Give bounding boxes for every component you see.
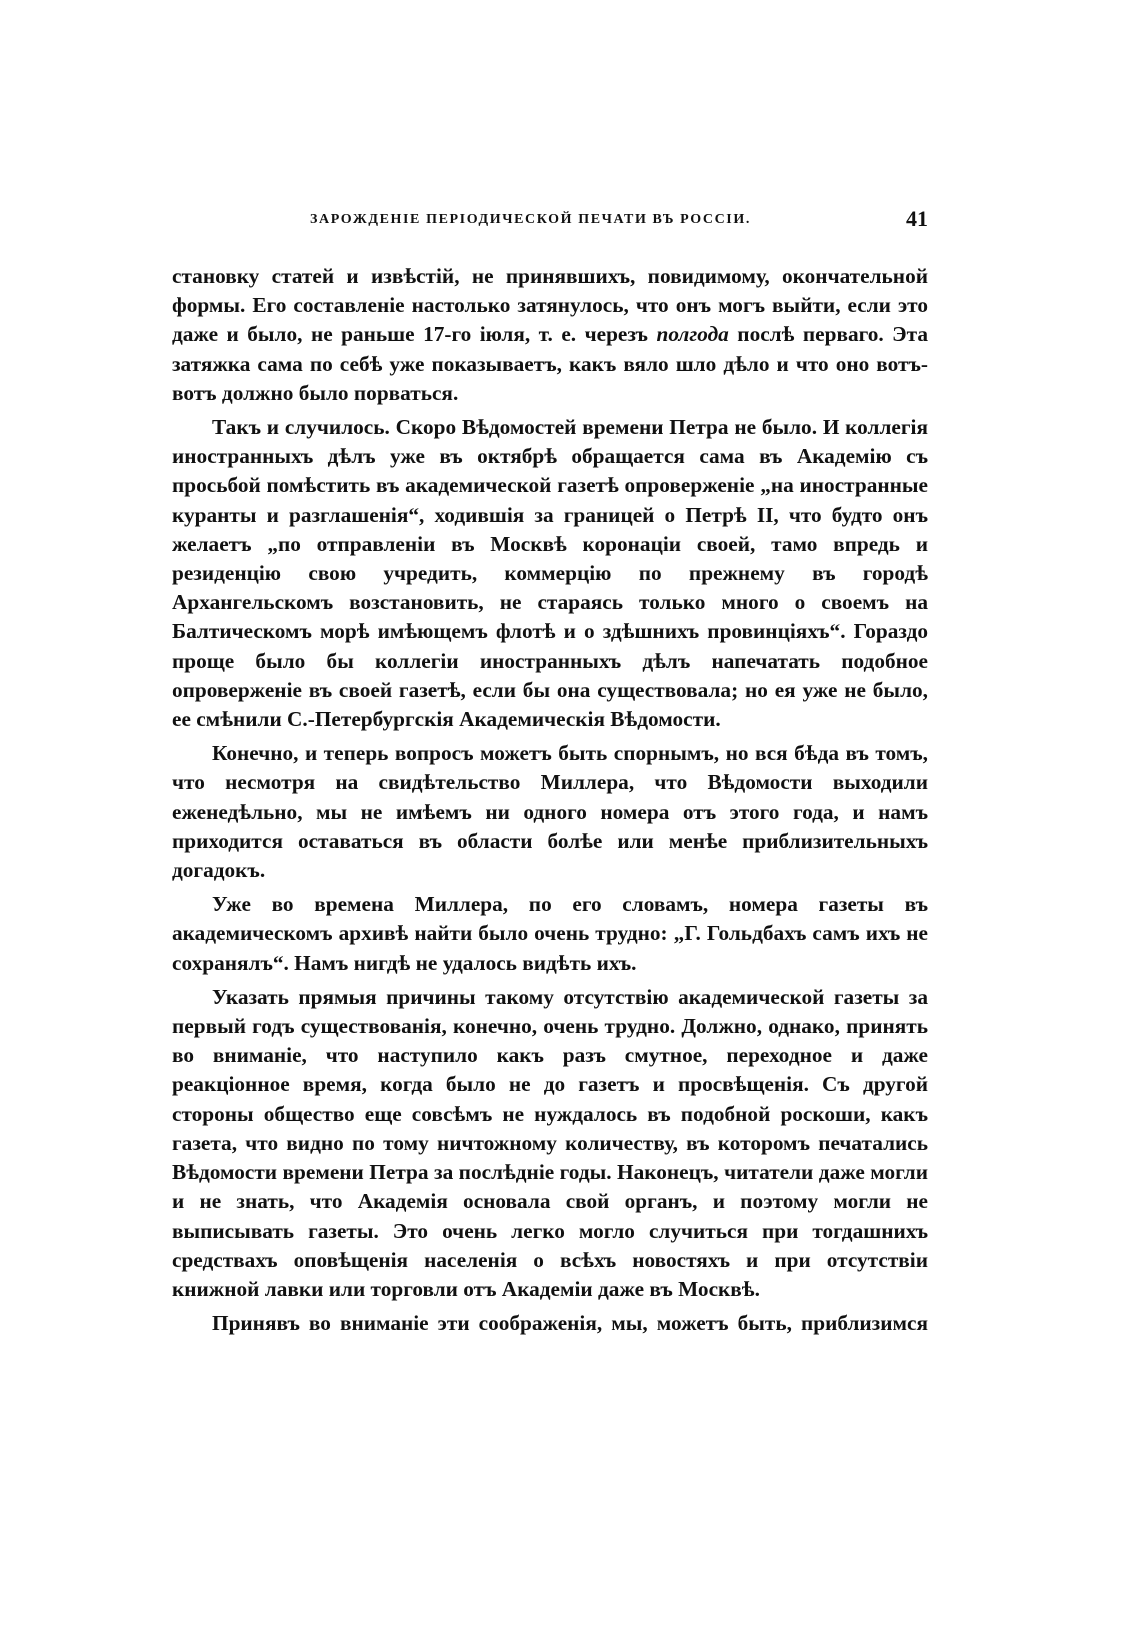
paragraph-continued [172,262,928,408]
paragraph-continues-next-page: Принявъ во вниманіе эти соображенія, мы, можетъ быть, приблизимся [212,1311,928,1336]
emphasized-word: полгода [656,322,729,347]
paragraph-text: становку статей и извѣстій, не принявшихъ, повидимому, окончательной формы. Его составленіе настолько затянулось, что онъ могъ выйти, если это даже и было, не раньше 17-го іюля, т. е. черезъ [172,264,928,347]
page-header [172,206,928,240]
paragraph: Конечно, и теперь вопросъ можетъ быть спорнымъ, но вся бѣда въ томъ, что несмотря на свидѣтельство Миллера, что Вѣдомости выходили еженедѣльно, мы не имѣемъ ни одного номера отъ этого года, и намъ приходится оставаться въ области болѣе или менѣе приблизительныхъ догадокъ. [172,741,928,883]
paragraph: Уже во времена Миллера, по его словамъ, номера газеты въ академическомъ архивѣ найти было очень трудно: „Г. Гольдбахъ самъ ихъ не сохранялъ“. Намъ нигдѣ не удалось видѣть ихъ. [172,892,928,975]
paragraph-text: послѣ перваго. Эта затяжка сама по себѣ уже показываетъ, какъ вяло шло дѣло и что оно вотъ-вотъ должно было порваться. [172,322,928,405]
paragraph: Такъ и случилось. Скоро Вѣдомостей времени Петра не было. И коллегія иностранныхъ дѣлъ уже въ октябрѣ обращается сама въ Академію съ просьбой помѣстить въ академической газетѣ опроверженіе „на иностранные куранты и разглашенія“, ходившія за границей о Петрѣ II, что будто онъ желаетъ „по отправленіи въ Москвѣ коронаціи своей, тамо впредь и резиденцію свою учредить, коммерцію по прежнему въ городѣ Архангельскомъ возстановить, не стараясь только много о своемъ на Балтическомъ морѣ имѣющемъ флотѣ и о здѣшнихъ провинціяхъ“. Гораздо проще было бы коллегіи иностранныхъ дѣлъ напечатать подобное опроверженіе въ своей газетѣ, если бы она существовала; но ея уже не было, ее смѣнили С.-Петербургскія Академическія Вѣдомости. [172,415,928,732]
page-number: 41 [906,206,928,231]
paragraph: Указать прямыя причины такому отсутствію академической газеты за первый годъ существованія, конечно, очень трудно. Должно, однако, принять во вниманіе, что наступило какъ разъ смутное, переходное и даже реакціонное время, когда было не до газетъ и просвѣщенія. Съ другой стороны общество еще совсѣмъ не нуждалось въ подобной роскоши, какъ газета, что видно по тому ничтожному количеству, въ которомъ печатались Вѣдомости времени Петра за послѣдніе годы. Наконецъ, читатели даже могли и не знать, что Академія основала свой органъ, и поэтому могли не выписывать газеты. Это очень легко могло случиться при тогдашнихъ средствахъ оповѣщенія населенія о всѣхъ новостяхъ и при отсутствіи книжной лавки или торговли отъ Академіи даже въ Москвѣ. [172,984,928,1301]
running-title: ЗАРОЖДЕНІЕ ПЕРІОДИЧЕСКОЙ ПЕЧАТИ ВЪ РОССІИ. [310,212,751,227]
body-text [172,262,928,1343]
